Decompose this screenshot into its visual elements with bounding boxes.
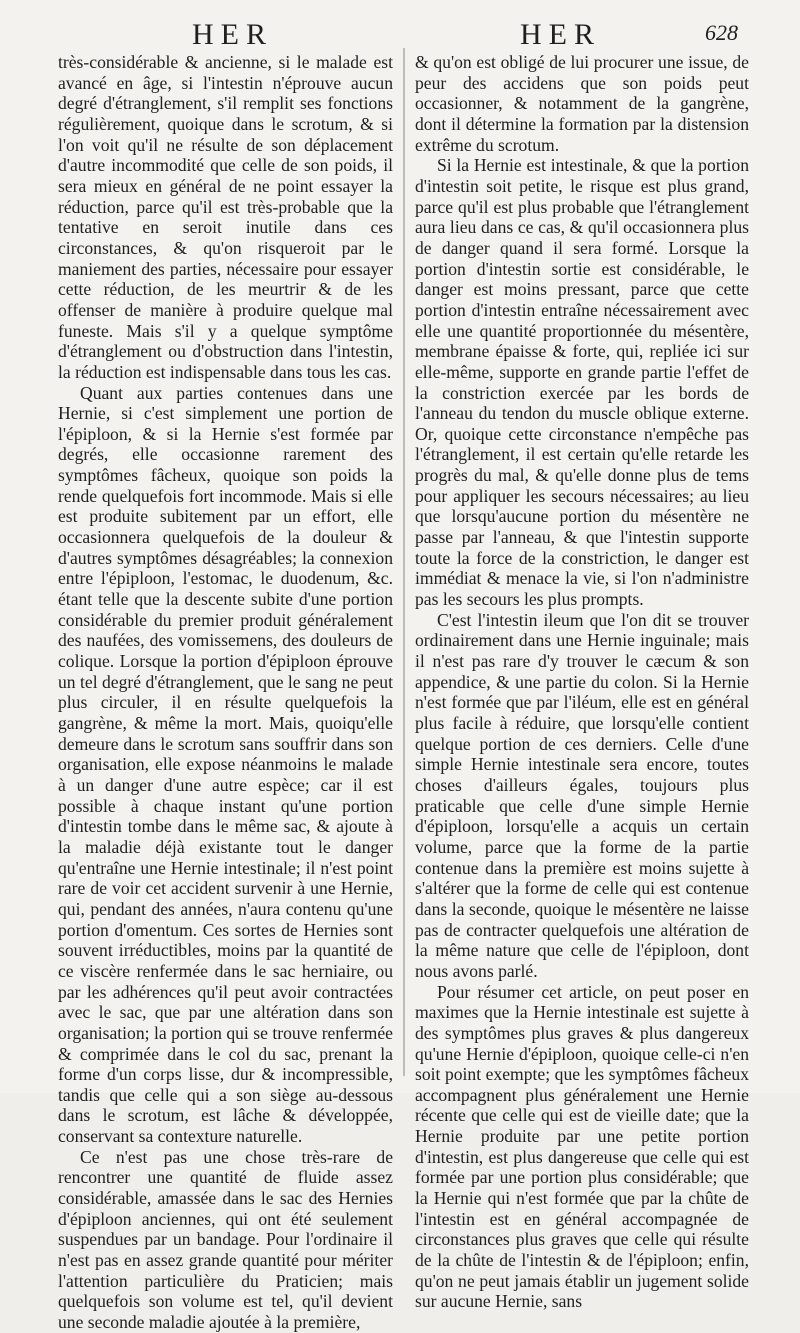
- paragraph: & qu'on est obligé de lui procurer une issue, de peur des accidens que son poids peut occasionner, & notamment de la gangrène, dont il détermine la formation par la distension extrême du scrotum.: [415, 52, 749, 155]
- header-left-title: HER: [192, 18, 273, 51]
- left-column: [58, 52, 393, 1333]
- paragraph: très-considérable & ancienne, si le malade est avancé en âge, si l'intestin n'éprouve aucun degré d'étranglement, s'il remplit ses fonctions régulièrement, quoique dans le scrotum, & si l'on voit qu'il ne résulte de son déplacement d'autre incommodité que celle de son poids, il sera mieux en général de ne point essayer la réduction, parce qu'il est très-probable que la tentative en seroit inutile dans ces circonstances, & qu'on risqueroit par le maniement des parties, nécessaire pour essayer cette réduction, de les meurtrir & de les offenser de manière à produire quelque mal funeste. Mais s'il y a quelque symptôme d'étranglement ou d'obstruction dans l'intestin, la réduction est indispensable dans tous les cas.: [58, 52, 393, 382]
- paragraph: C'est l'intestin ileum que l'on dit se trouver ordinairement dans une Hernie inguinale; mais il n'est pas rare d'y trouver le cæcum & son appendice, & une partie du colon. Si la Hernie n'est formée que par l'iléum, elle est en général plus facile à réduire, que lorsqu'elle contient quelque portion de ces derniers. Celle d'une simple Hernie intestinale sera encore, toutes choses d'ailleurs égales, toujours plus praticable que celle d'une simple Hernie d'épiploon, lorsqu'elle a acquis un certain volume, parce que la forme de la partie contenue dans la première est moins sujette à s'altérer que la forme de celle qui est contenue dans la seconde, quoique le mésentère ne laisse pas de contracter quelquefois une altération de la même nature que celle de l'épiploon, dont nous avons parlé.: [415, 609, 749, 981]
- running-header: [0, 18, 800, 54]
- paragraph: Si la Hernie est intestinale, & que la portion d'intestin soit petite, le risque est plus grand, parce qu'il est plus probable que l'étranglement aura lieu dans ce cas, & qu'il occasionnera plus de danger quand il sera formé. Lorsque la portion d'intestin sortie est considérable, le danger est moins pressant, parce que cette portion d'intestin entraîne nécessairement avec elle une quantité proportionnée du mésentère, membrane épaisse & forte, qui, repliée ici sur elle-même, supporte en grande partie l'effet de la constriction exercée par les bords de l'anneau du tendon du muscle oblique externe. Or, quoique cette circonstance n'empêche pas l'étranglement, il est certain qu'elle retarde les progrès du mal, & qu'elle donne plus de tems pour appliquer les secours nécessaires; au lieu que lorsqu'aucune portion du mésentère ne passe par l'anneau, & que l'intestin supporte toute la force de la constriction, le danger est immédiat & menace la vie, si l'on n'administre pas les secours les plus prompts.: [415, 155, 749, 610]
- paragraph: Quant aux parties contenues dans une Hernie, si c'est simplement une portion de l'épiploon, & si la Hernie s'est formée par degrés, elle occasionne rarement des symptômes fâcheux, quoique son poids la rende quelquefois fort incommode. Mais si elle est produite subitement par un effort, elle occasionnera quelquefois de la douleur & d'autres symptômes désagréables; la connexion entre l'épiploon, l'estomac, le duodenum, &c. étant telle que la descente subite d'une portion considérable du premier produit généralement des naufées, des vomissemens, des douleurs de colique. Lorsque la portion d'épiploon éprouve un tel degré d'étranglement, que le sang ne peut plus circuler, il en résulte quelquefois la gangrène, & même la mort. Mais, quoiqu'elle demeure dans le scrotum sans souffrir dans son organisation, elle expose néanmoins le malade à un danger d'une autre espèce; car il est possible à chaque instant qu'une portion d'intestin tombe dans le même sac, & ajoute à la maladie déjà existante tout le danger qu'entraîne une Hernie intestinale; il n'est point rare de voir cet accident survenir à une Hernie, qui, pendant des années, n'aura contenu qu'une portion d'omentum. Ces sortes de Hernies sont souvent irréductibles, moins par la quantité de ce viscère renfermée dans le sac herniaire, ou par les adhérences qu'il peut avoir contractées avec le sac, que par une altération dans son organisation; la portion qui se trouve renfermée & comprimée dans le col du sac, prenant la forme d'un corps lisse, dur & incompressible, tandis que celle qui a son siège au-dessous dans le scrotum, est lâche & développée, conservant sa contexture naturelle.: [58, 382, 393, 1147]
- right-column: [415, 52, 749, 1312]
- header-right-title: HER: [520, 18, 601, 51]
- paragraph: Pour résumer cet article, on peut poser en maximes que la Hernie intestinale est sujette à des symptômes plus graves & plus dangereux qu'une Hernie d'épiploon, quoique celle-ci n'en soit point exempte; que les symptômes fâcheux accompagnent plus généralement une Hernie récente que celle qui est de vieille date; que la Hernie produite par une petite portion d'intestin, est plus dangereuse que celle qui est formée par une portion plus considérable; que la Hernie qui n'est formée que par la chûte de l'intestin est en général accompagnée de circonstances plus graves que celle qui résulte de la chûte de l'intestin & de l'épiploon; enfin, qu'on ne peut jamais établir un jugement solide sur aucune Hernie, sans: [415, 981, 749, 1312]
- column-divider: [403, 48, 405, 1076]
- page-number: 628: [705, 20, 738, 45]
- paragraph: Ce n'est pas une chose très-rare de rencontrer une quantité de fluide assez considérable, amassée dans le sac des Hernies d'épiploon anciennes, qui ont été seulement suspendues par un bandage. Pour l'ordinaire il n'est pas en assez grande quantité pour mériter l'attention particulière du Praticien; mais quelquefois son volume est tel, qu'il devient une seconde maladie ajoutée à la première,: [58, 1146, 393, 1333]
